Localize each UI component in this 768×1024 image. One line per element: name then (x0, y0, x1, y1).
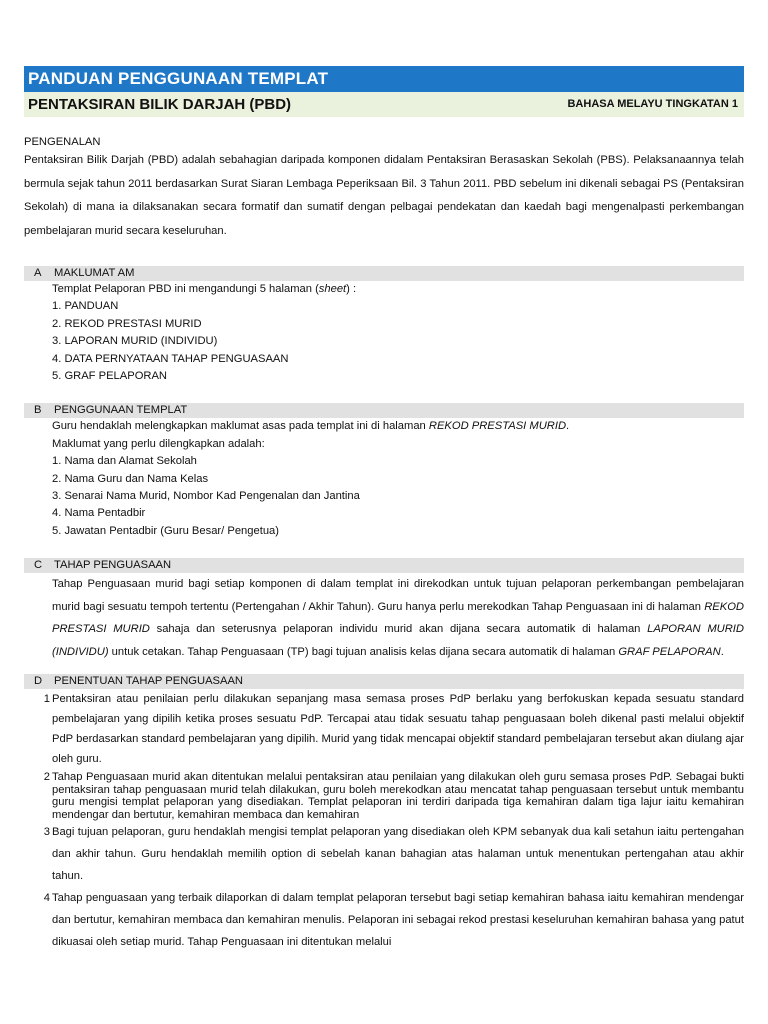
section-c-header (24, 558, 744, 573)
item-number: 2 (43, 771, 50, 784)
section-d-letter: D (34, 675, 43, 688)
list-item (24, 689, 744, 769)
list-item (24, 821, 744, 887)
item-number: 4 (43, 892, 50, 905)
section-b-letter: B (34, 404, 42, 417)
list-item (24, 887, 744, 953)
section-b-body (24, 418, 744, 540)
section-a-heading: MAKLUMAT AM (54, 267, 135, 279)
list-item: 1. PANDUAN (52, 300, 119, 313)
list-item: 3. Senarai Nama Murid, Nombor Kad Pengenalan dan Jantina (52, 490, 360, 503)
document-subtitle: PENTAKSIRAN BILIK DARJAH (PBD) (28, 96, 292, 113)
list-item: 4. DATA PERNYATAAN TAHAP PENGUASAAN (52, 352, 289, 365)
list-item: 1. Nama dan Alamat Sekolah (52, 455, 197, 468)
list-item: 5. Jawatan Pentadbir (Guru Besar/ Pengetua) (52, 524, 279, 537)
item-number: 1 (43, 693, 50, 706)
document-page (24, 66, 744, 953)
section-b-header (24, 403, 744, 418)
item-text: Tahap penguasaan yang terbaik dilaporkan di dalam templat pelaporan tersebut bagi setiap kemahiran bahasa iaitu kemahiran mendengar dan bertutur, kemahiran membaca dan kemahiran menulis. Pelaporan ini sebagai rekod prestasi keseluruhan kemahiran bahasa yang patut dikuasai oleh setiap murid. Tahap Penguasaan ini ditentukan melalui (52, 892, 744, 949)
section-c-letter: C (34, 559, 43, 572)
list-item: 2. Nama Guru dan Nama Kelas (52, 472, 209, 485)
section-d-heading: PENENTUAN TAHAP PENGUASAAN (54, 675, 243, 688)
intro-body: Pentaksiran Bilik Darjah (PBD) adalah sebahagian daripada komponen didalam Pentaksiran Berasaskan Sekolah (PBS). Pelaksanaannya telah bermula sejak tahun 2011 berdasarkan Surat Siaran Lembaga Peperiksaan Bil. 3 Tahun 2011. PBD sebelum ini dikenali sebagai PS (Pentaksiran Sekolah) di mana ia dilaksanakan secara formatif dan sumatif dengan pelbagai pendekatan dan kaedah bagi mengenalpasti perkembangan pembelajaran murid secara keseluruhan. (24, 154, 744, 237)
item-text: Pentaksiran atau penilaian perlu dilakukan sepanjang masa semasa proses PdP berlaku yang berfokuskan kepada sesuatu standard pembelajaran yang dipilih ketika proses sesuatu PdP. Tercapai atau tidak sesuatu tahap penguasaan boleh dikenal pasti melalui objektif PdP berdasarkan standard pembelajaran yang dipilih. Murid yang tidak mencapai objektif standard pembelajaran tersebut akan diulang ajar oleh guru. (52, 693, 744, 766)
list-item: 2. REKOD PRESTASI MURID (52, 317, 202, 330)
list-item: 5. GRAF PELAPORAN (52, 370, 168, 383)
document-title: PANDUAN PENGGUNAAN TEMPLAT (24, 66, 744, 92)
section-c-body: Tahap Penguasaan murid bagi setiap komponen di dalam templat ini direkodkan untuk tujuan pelaporan perkembangan pembelajaran murid bagi sesuatu tempoh tertentu (Pertengahan / Akhir Tahun). Guru hanya perlu merekodkan Tahap Penguasaan ini di halaman REKOD PRESTASI MURID sahaja dan seterusnya pelaporan individu murid akan dijana secara automatik di halaman LAPORAN MURID (INDIVIDU) untuk cetakan. Tahap Penguasaan (TP) bagi tujuan analisis kelas dijana secara automatik di halaman GRAF PELAPORAN. (52, 578, 744, 658)
section-d-header (24, 674, 744, 689)
list-item (24, 771, 744, 821)
section-a-header (24, 266, 744, 281)
section-a-lead: Templat Pelaporan PBD ini mengandungi 5 halaman (sheet) : (52, 283, 357, 295)
item-text: Bagi tujuan pelaporan, guru hendaklah mengisi templat pelaporan yang disediakan oleh KPM sebanyak dua kali setahun iaitu pertengahan dan akhir tahun. Guru hendaklah memilih option di sebelah kanan bahagian atas halaman untuk menentukan pertengahan atau akhir tahun. (52, 826, 744, 883)
subject-label: BAHASA MELAYU TINGKATAN 1 (567, 98, 738, 110)
item-number: 3 (43, 826, 50, 839)
section-b-heading: PENGGUNAAN TEMPLAT (54, 404, 188, 417)
item-text: Tahap Penguasaan murid akan ditentukan melalui pentaksiran atau penilaian yang dilakukan oleh guru semasa proses PdP. Sebagai bukti pentaksiran tahap penguasaan murid telah dilakukan, guru boleh merekodkan atau mencatat tahap penguasaan tersebut untuk membantu guru mengisi templat pelaporan yang disediakan. Templat pelaporan ini terdiri daripada tiga kemahiran dalam tiga lajur iaitu kemahiran mendengar dan bertutur, kemahiran membaca dan kemahiran (52, 771, 744, 821)
section-a-body (24, 281, 744, 385)
section-a-letter: A (34, 267, 42, 279)
section-b-sublead: Maklumat yang perlu dilengkapkan adalah: (52, 437, 265, 450)
list-item: 3. LAPORAN MURID (INDIVIDU) (52, 335, 218, 348)
subtitle-bar (24, 92, 744, 117)
section-b-lead: Guru hendaklah melengkapkan maklumat asas pada templat ini di halaman REKOD PRESTASI MURID. (52, 420, 570, 433)
intro-heading: PENGENALAN (24, 136, 101, 148)
list-item: 4. Nama Pentadbir (52, 507, 146, 520)
section-c-heading: TAHAP PENGUASAAN (54, 559, 172, 572)
